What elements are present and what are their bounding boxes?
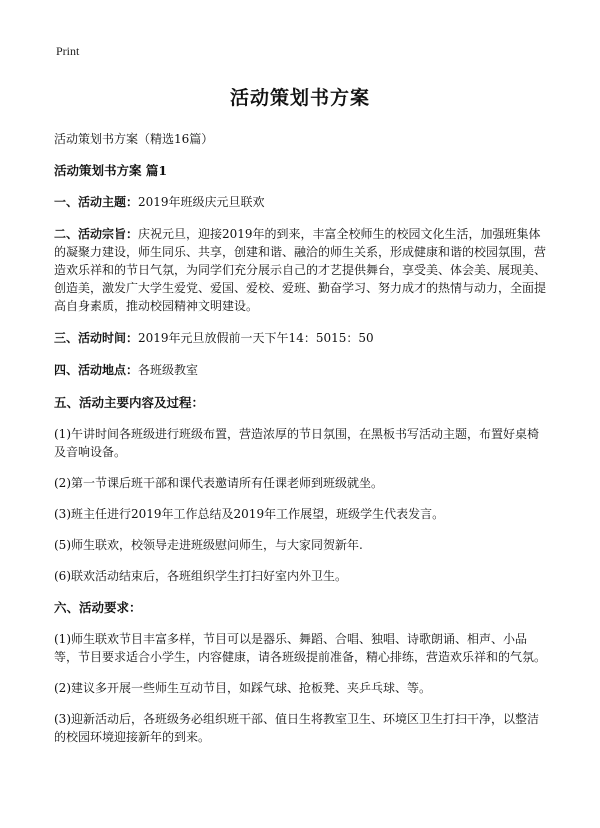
purpose-paragraph (54, 225, 546, 315)
theme-paragraph (54, 193, 546, 211)
theme-value: 2019年班级庆元旦联欢 (138, 195, 265, 209)
content-item-6: (6)联欢活动结束后，各班组织学生打扫好室内外卫生。 (54, 569, 348, 583)
theme-label: 一、活动主题： (54, 195, 139, 209)
purpose-label: 二、活动宗旨： (54, 227, 139, 241)
time-value: 2019年元旦放假前一天下午14：5015：50 (138, 331, 374, 345)
print-link[interactable]: Print (56, 44, 80, 58)
section-title: 活动策划书方案 篇1 (54, 163, 168, 178)
time-label: 三、活动时间： (54, 331, 139, 345)
requirement-item-3: (3)迎新活动后，各班级务必组织班干部、值日生将教室卫生、环境区卫生打扫干净，以整洁的校园环境迎接新年的到来。 (54, 712, 540, 744)
location-paragraph (54, 361, 546, 379)
content-item-2: (2)第一节课后班干部和课代表邀请所有任课老师到班级就坐。 (54, 476, 384, 490)
time-paragraph (54, 329, 546, 347)
requirement-item-1: (1)师生联欢节目丰富多样，节目可以是器乐、舞蹈、合唱、独唱、诗歌朗诵、相声、小品等，节目要求适合小学生，内容健康，请各班级提前准备，精心排练，营造欢乐祥和的气氛。 (54, 632, 547, 664)
requirement-item-2: (2)建议多开展一些师生互动节目，如踩气球、抢板凳、夹乒乓球、等。 (54, 681, 432, 695)
content-item-3: (3)班主任进行2019年工作总结及2019年工作展望，班级学生代表发言。 (54, 507, 445, 521)
content-item-1: (1)午讲时间各班级进行班级布置，营造浓厚的节日氛围，在黑板书写活动主题，布置好桌椅及音响设备。 (54, 427, 540, 459)
document-subtitle: 活动策划书方案（精选16篇） (54, 132, 214, 146)
content-heading: 五、活动主要内容及过程： (54, 395, 205, 410)
location-label: 四、活动地点： (54, 363, 139, 377)
content-item-5: (5)师生联欢，校领导走进班级慰问师生，与大家同贺新年. (54, 538, 363, 552)
document-title: 活动策划书方案 (229, 87, 370, 109)
purpose-value: 庆祝元旦，迎接2019年的到来，丰富全校师生的校园文化生活，加强班集体的凝聚力建设，师生同乐、共享，创建和谐、融洽的师生关系，形成健康和谐的校园氛围，营造欢乐祥和的节日气氛，为同学们充分展示自己的才艺提供舞台，享受美、体会美、展现美、创造美，激发广大学生爱党、爱国、爱校、爱班、勤奋学习、努力成才的热情与动力，全面提高自身素质，推动校园精神文明建设。 (54, 227, 547, 313)
location-value: 各班级教室 (138, 363, 199, 377)
requirements-heading: 六、活动要求： (54, 600, 142, 615)
